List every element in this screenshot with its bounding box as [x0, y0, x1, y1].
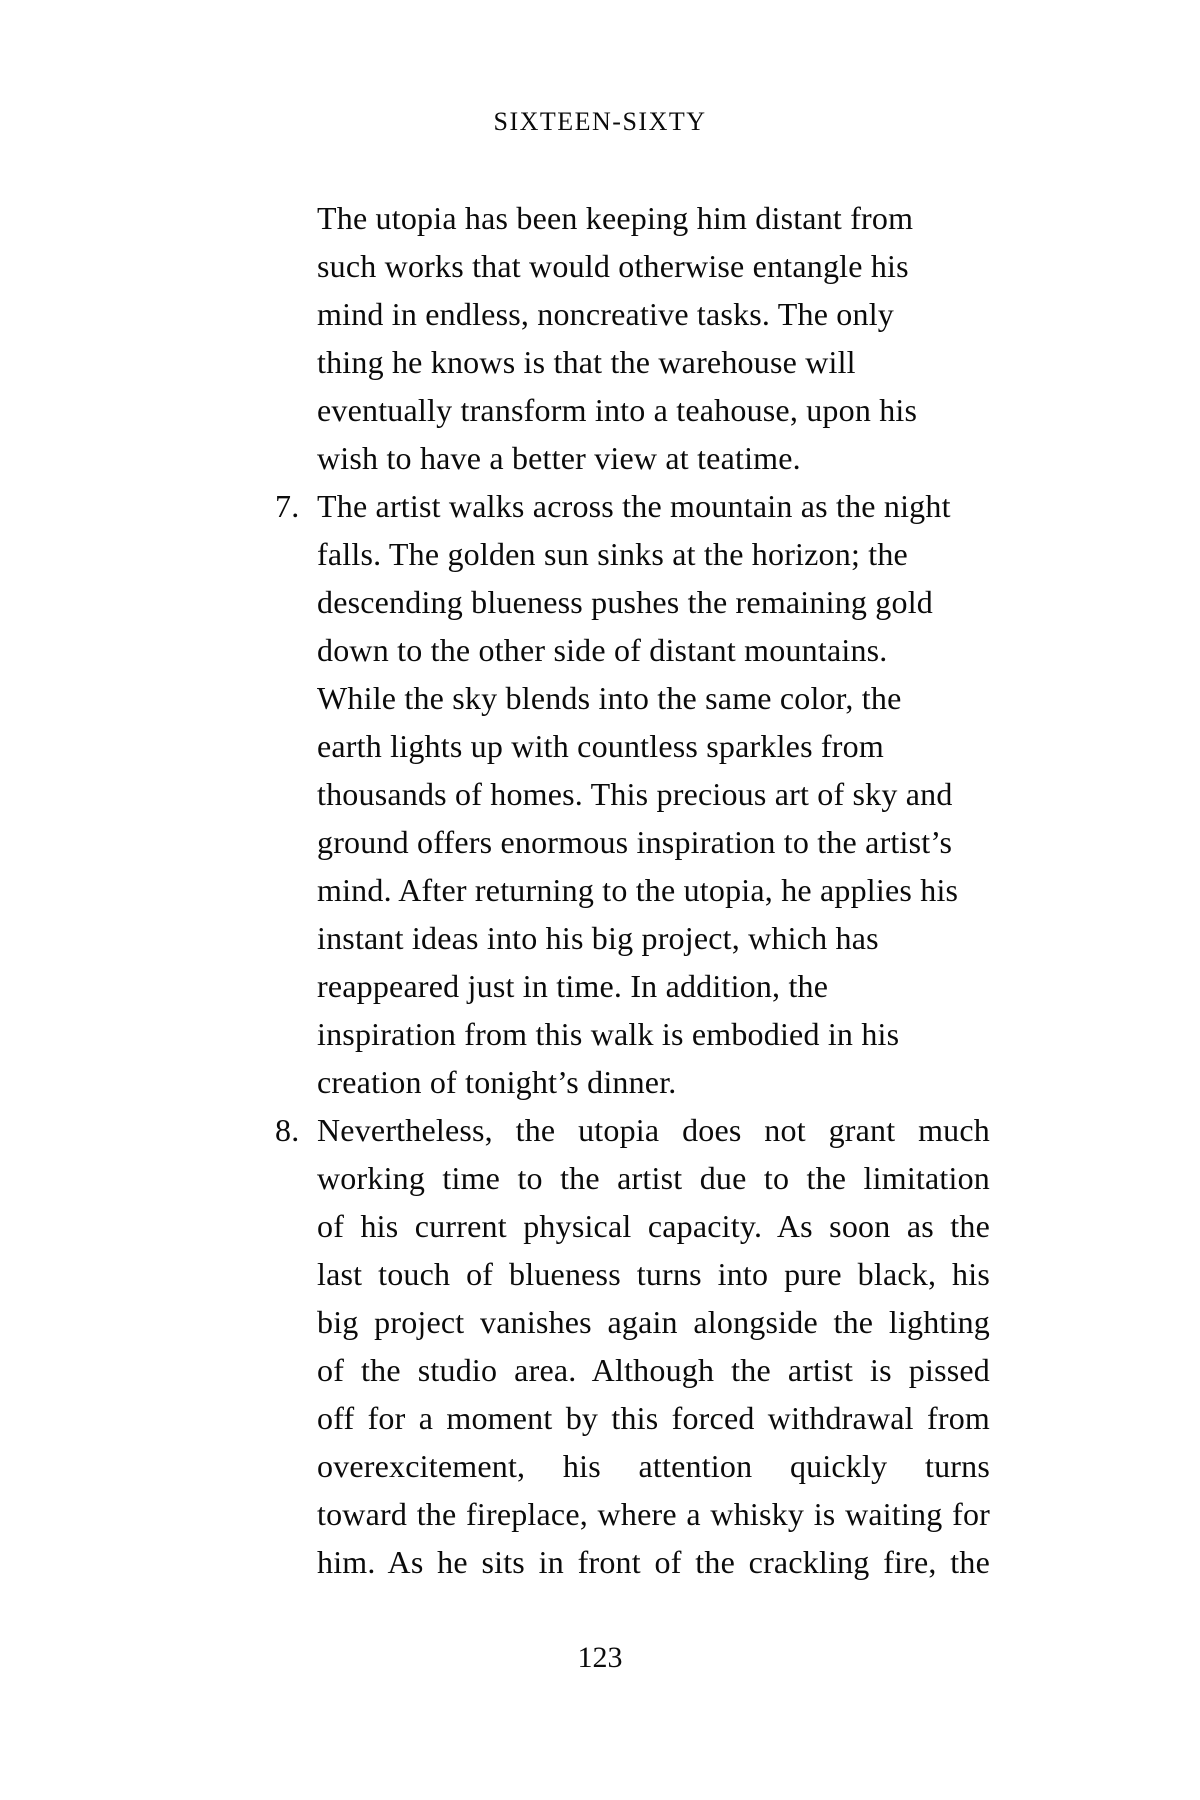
list-marker: 7.	[275, 488, 300, 524]
list-item-8	[275, 1106, 990, 1586]
body-text	[275, 194, 990, 1586]
text-line: him. As he sits in front of the crackling fire, the	[317, 1544, 990, 1580]
text-line: big project vanishes again alongside the lighting	[317, 1304, 990, 1340]
text-line: down to the other side of distant mountains.	[317, 632, 888, 668]
text-line: falls. The golden sun sinks at the horizon; the	[317, 536, 908, 572]
text-line: working time to the artist due to the limitation	[317, 1160, 990, 1196]
running-head: SIXTEEN-SIXTY	[493, 107, 707, 136]
text-line: Nevertheless, the utopia does not grant much	[317, 1112, 990, 1148]
text-line: descending blueness pushes the remaining gold	[317, 584, 933, 620]
paragraph-continuation	[317, 194, 990, 482]
list-item-7	[275, 482, 990, 1106]
text-line: mind. After returning to the utopia, he applies his	[317, 872, 959, 908]
text-line: creation of tonight’s dinner.	[317, 1064, 677, 1100]
text-line: overexcitement, his attention quickly turns	[317, 1448, 990, 1484]
text-line: eventually transform into a teahouse, upon his	[317, 392, 918, 428]
text-line: ground offers enormous inspiration to the artist’s	[317, 824, 953, 860]
text-line: The utopia has been keeping him distant from	[317, 200, 914, 236]
text-line: such works that would otherwise entangle his	[317, 248, 909, 284]
text-line: reappeared just in time. In addition, the	[317, 968, 829, 1004]
text-line: thing he knows is that the warehouse will	[317, 344, 856, 380]
text-line: last touch of blueness turns into pure black, his	[317, 1256, 990, 1292]
text-line: off for a moment by this forced withdrawal from	[317, 1400, 990, 1436]
text-line: While the sky blends into the same color, the	[317, 680, 902, 716]
text-line: toward the fireplace, where a whisky is waiting for	[317, 1496, 990, 1532]
text-line: instant ideas into his big project, which has	[317, 920, 879, 956]
text-line: earth lights up with countless sparkles from	[317, 728, 884, 764]
page-number: 123	[577, 1641, 623, 1674]
text-line: mind in endless, noncreative tasks. The only	[317, 296, 894, 332]
text-line: of the studio area. Although the artist is pissed	[317, 1352, 990, 1388]
text-line: thousands of homes. This precious art of sky and	[317, 776, 953, 812]
text-line: wish to have a better view at teatime.	[317, 440, 801, 476]
text-line: of his current physical capacity. As soon as the	[317, 1208, 990, 1244]
text-line: inspiration from this walk is embodied in his	[317, 1016, 900, 1052]
text-line: The artist walks across the mountain as the night	[317, 488, 951, 524]
list-marker: 8.	[275, 1112, 300, 1148]
